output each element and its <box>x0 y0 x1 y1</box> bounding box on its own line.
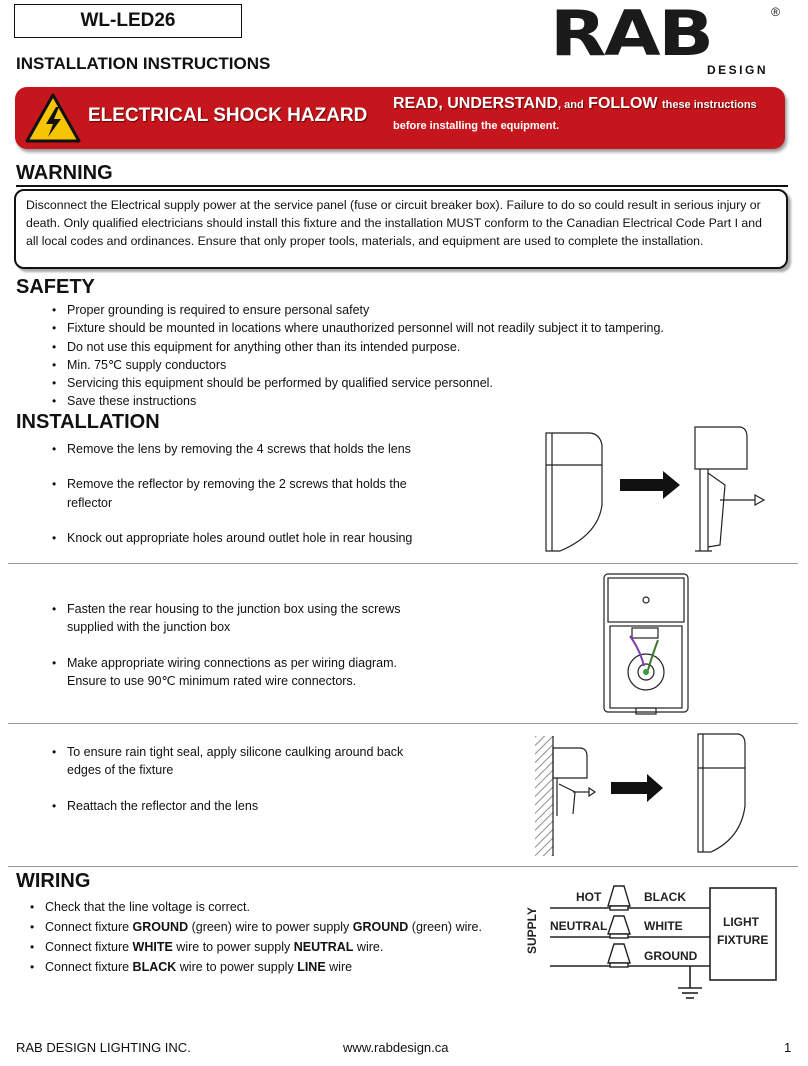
follow-word: FOLLOW <box>588 95 658 112</box>
list-item: • Fasten the rear housing to the junction box using the screws supplied with the junction box <box>16 600 436 637</box>
hazard-title: ELECTRICAL SHOCK HAZARD <box>88 105 368 126</box>
logo-main-text: RAB <box>550 0 712 70</box>
reattach-lens-figure <box>533 730 793 860</box>
list-item: • Fixture should be mounted in locations where unauthorized personnel will not readily subject it to tampering. <box>16 319 786 337</box>
list-item: • Check that the line voltage is correct. <box>16 897 486 917</box>
remove-lens-figure <box>540 425 790 555</box>
before-installing-text: before installing the equipment. <box>393 120 560 132</box>
white-label: WHITE <box>644 919 683 933</box>
list-item: • Remove the lens by removing the 4 screws that holds the lens <box>16 440 436 458</box>
light-label: LIGHT <box>723 915 759 929</box>
safety-heading: SAFETY <box>16 276 95 298</box>
install-step2-list <box>16 600 436 690</box>
installation-heading: INSTALLATION <box>16 411 160 433</box>
wire-connector-icon <box>608 886 630 967</box>
supply-label: SUPPLY <box>525 907 539 954</box>
arrow-right-icon <box>620 471 680 499</box>
install-step3-list <box>16 743 436 815</box>
list-item: • Min. 75℃ supply conductors <box>16 356 786 374</box>
wiring-heading: WIRING <box>16 870 91 892</box>
divider <box>8 723 798 724</box>
list-item: • Save these instructions <box>16 392 786 410</box>
understand-word: UNDERSTAND <box>447 95 559 112</box>
list-item: • Connect fixture WHITE wire to power supply NEUTRAL wire. <box>16 937 486 957</box>
arrow-right-icon <box>611 774 663 802</box>
warning-heading: WARNING <box>16 162 788 187</box>
list-item: • To ensure rain tight seal, apply silicone caulking around back edges of the fixture <box>16 743 436 780</box>
ground-label: GROUND <box>644 949 698 963</box>
and-word: , and <box>558 99 584 111</box>
list-item: • Connect fixture BLACK wire to power supply LINE wire <box>16 957 486 977</box>
logo-sub-text: DESIGN <box>706 63 768 77</box>
wiring-diagram <box>520 878 790 1008</box>
registered-mark: ® <box>771 5 780 19</box>
rear-housing-figure <box>600 570 692 718</box>
footer-company: RAB DESIGN LIGHTING INC. <box>16 1040 191 1055</box>
fixture-label: FIXTURE <box>717 933 769 947</box>
footer-url[interactable]: www.rabdesign.ca <box>343 1040 449 1055</box>
these-instructions: these instructions <box>661 99 757 111</box>
warning-text: Disconnect the Electrical supply power at the service panel (fuse or circuit breaker box). Failure to do so could result in serious injury or death. Only qualified electricians should install this fixture and the installation MUST conform to the Canadian Electrical Code Part I and all local codes and ordinances. Ensure that only proper tools, materials, and equipment are used to complete the installation. <box>26 198 762 248</box>
list-item: • Remove the reflector by removing the 2 screws that holds the reflector <box>16 475 436 512</box>
divider <box>8 563 798 564</box>
list-item: • Reattach the reflector and the lens <box>16 797 436 815</box>
warning-box <box>14 189 788 269</box>
install-step1-list <box>16 440 436 547</box>
list-item: • Servicing this equipment should be performed by qualified service personnel. <box>16 374 786 392</box>
model-number: WL-LED26 <box>14 4 242 38</box>
read-word: READ, <box>393 95 443 112</box>
list-item: • Proper grounding is required to ensure personal safety <box>16 301 786 319</box>
black-label: BLACK <box>644 890 686 904</box>
hot-label: HOT <box>576 890 602 904</box>
hazard-banner <box>15 87 785 149</box>
neutral-label: NEUTRAL <box>550 919 608 933</box>
page-number: 1 <box>784 1040 792 1055</box>
list-item: • Knock out appropriate holes around outlet hole in rear housing <box>16 529 436 547</box>
divider <box>8 866 798 867</box>
wiring-list <box>16 897 486 977</box>
high-voltage-warning-icon <box>25 93 81 143</box>
list-item: • Make appropriate wiring connections as per wiring diagram. Ensure to use 90℃ minimum rated wire connectors. <box>16 654 436 691</box>
list-item: • Connect fixture GROUND (green) wire to power supply GROUND (green) wire. <box>16 917 486 937</box>
rab-design-logo <box>550 0 782 77</box>
safety-list <box>16 301 786 411</box>
list-item: • Do not use this equipment for anything other than its intended purpose. <box>16 338 786 356</box>
read-understand-follow <box>393 95 757 113</box>
page-title: INSTALLATION INSTRUCTIONS <box>16 54 271 73</box>
